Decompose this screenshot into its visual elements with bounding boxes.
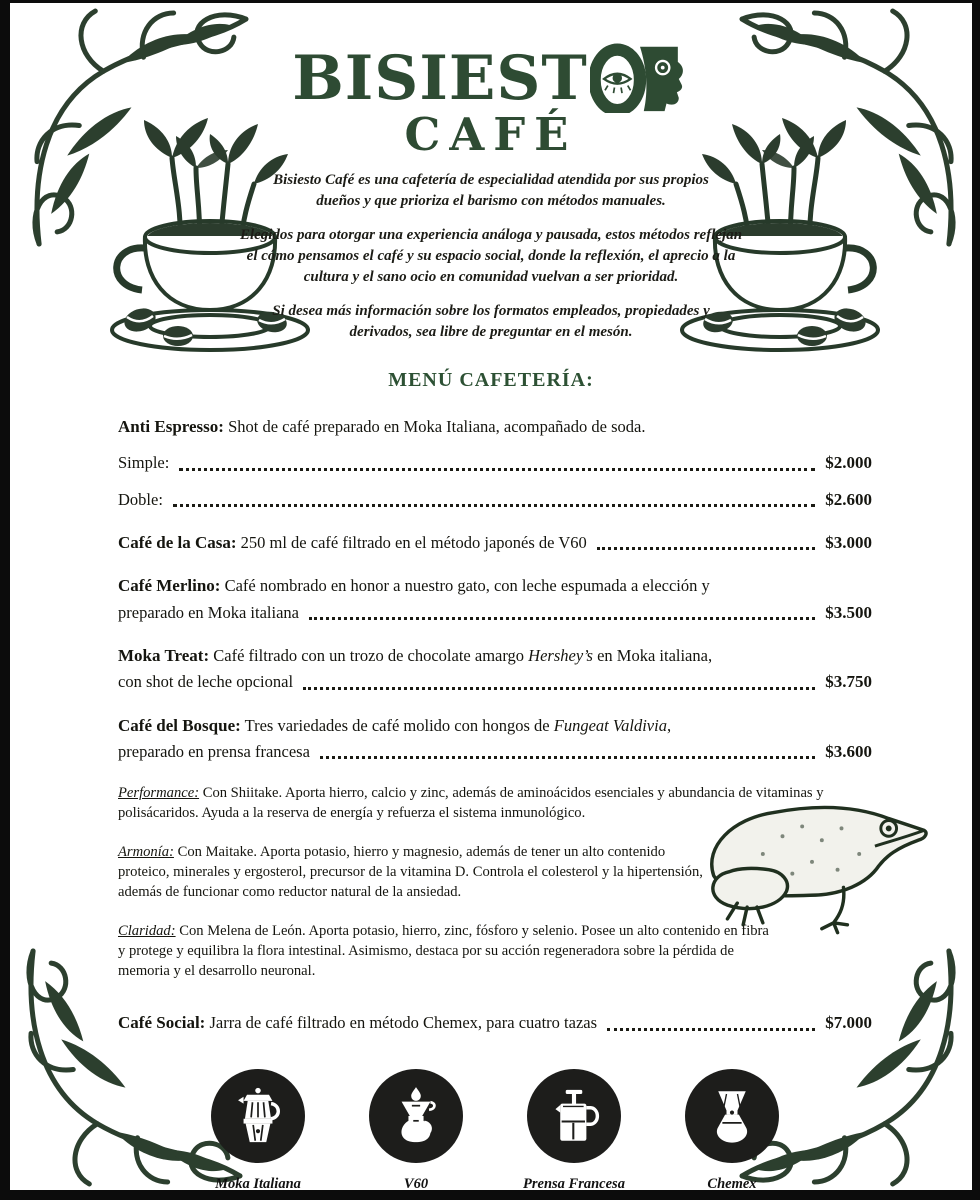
dotted-leader bbox=[309, 617, 815, 620]
item-description-italic: Hershey’s bbox=[528, 646, 593, 666]
method-badge bbox=[369, 1069, 463, 1163]
item-text bbox=[118, 530, 587, 556]
item-description: en Moka italiana, bbox=[592, 646, 713, 666]
moka-pot-icon bbox=[225, 1083, 291, 1149]
item-line-1 bbox=[118, 713, 872, 739]
item-line-2 bbox=[118, 669, 872, 695]
item-text bbox=[118, 1010, 597, 1036]
menu-list bbox=[118, 414, 872, 1190]
item-price: $3.500 bbox=[825, 602, 872, 622]
item-line bbox=[118, 1010, 872, 1036]
mushroom-note-armonia bbox=[118, 843, 718, 903]
item-description: preparado en prensa francesa bbox=[118, 742, 310, 762]
menu-heading: MENÚ CAFETERÍA: bbox=[388, 369, 594, 391]
note-text: Con Maitake. Aporta potasio, hierro y magnesio, además de tener un alto contenido proteico, minerales y ergosterol, precursor de la vitamina D. Controla el colesterol y la hipertensión, además de funcionar como reductor natural de la ansiedad. bbox=[118, 844, 703, 901]
dotted-leader bbox=[179, 468, 815, 471]
item-description-italic: Fungeat Valdivia bbox=[553, 715, 667, 735]
note-text: Con Melena de León. Aporta potasio, hierro, zinc, fósforo y selenio. Posee un alto contenido en fibra y protege y equilibra la flora intestinal. Asimismo, destaca por su acción regeneradora sobre la pérdida de memoria y el desarrollo neuronal. bbox=[118, 923, 769, 980]
intro-paragraph-2: Elegidos para otorgar una experiencia análoga y pausada, estos métodos reflejan el cómo pensamos el café y su espacio social, donde la reflexión, el aprecio a la cultura y el sano ocio en comunidad vuelvan a ser prioridad. bbox=[239, 227, 743, 285]
dotted-leader bbox=[173, 504, 815, 507]
brew-methods-row bbox=[118, 1069, 872, 1190]
item-description: , bbox=[666, 715, 672, 735]
item-line-2 bbox=[118, 600, 872, 626]
intro-paragraph-1: Bisiesto Café es una cafetería de especialidad atendida por sus propios dueños y que prioriza el barismo con métodos manuales. bbox=[273, 172, 709, 209]
method-v60 bbox=[357, 1069, 475, 1190]
menu-item-cafe-de-la-casa bbox=[118, 530, 872, 556]
item-description: Shot de café preparado en Moka Italiana, acompañado de soda. bbox=[223, 417, 646, 436]
item-line bbox=[118, 530, 872, 556]
variant-label: Doble: bbox=[118, 489, 163, 509]
chemex-icon bbox=[699, 1083, 765, 1149]
method-label: V60 bbox=[403, 1175, 429, 1190]
item-price: $2.600 bbox=[825, 489, 872, 509]
method-prensa-francesa bbox=[515, 1069, 633, 1190]
item-name: Moka Treat: bbox=[118, 646, 210, 666]
item-variant-doble bbox=[118, 487, 872, 513]
item-description: Tres variedades de café molido con hongos de bbox=[240, 715, 554, 735]
method-label: Chemex bbox=[707, 1175, 757, 1190]
brand-title-text: BISIEST bbox=[292, 43, 588, 114]
item-line-1 bbox=[118, 643, 872, 669]
item-description: con shot de leche opcional bbox=[118, 672, 294, 692]
item-description: Café nombrado en honor a nuestro gato, con leche espumada a elección y bbox=[220, 576, 710, 596]
note-lead: Performance: bbox=[118, 785, 200, 802]
menu-item-cafe-merlino bbox=[118, 573, 872, 626]
french-press-icon bbox=[541, 1083, 607, 1149]
item-name: Café Social: bbox=[118, 1013, 206, 1033]
dotted-leader bbox=[320, 756, 815, 759]
item-header bbox=[118, 414, 872, 440]
method-chemex bbox=[673, 1069, 791, 1190]
item-price: $3.000 bbox=[825, 533, 872, 553]
item-price: $3.750 bbox=[825, 672, 872, 692]
logo-eye-face-icon bbox=[590, 43, 690, 113]
item-description: 250 ml de café filtrado en el método japonés de V60 bbox=[236, 533, 587, 553]
method-badge bbox=[527, 1069, 621, 1163]
item-description: Café filtrado con un trozo de chocolate amargo bbox=[209, 646, 529, 666]
item-name: Café de la Casa: bbox=[118, 533, 237, 553]
item-line-2 bbox=[118, 739, 872, 765]
intro-paragraph-3: Si desea más información sobre los formatos empleados, propiedades y derivados, sea libre de preguntar en el mesón. bbox=[272, 303, 710, 340]
dotted-leader bbox=[303, 687, 815, 690]
item-name: Anti Espresso: bbox=[118, 417, 224, 436]
method-badge bbox=[685, 1069, 779, 1163]
menu-item-cafe-social bbox=[118, 1010, 872, 1036]
item-variant-simple bbox=[118, 450, 872, 476]
item-name: Café Merlino: bbox=[118, 576, 221, 596]
method-label: Moka Italiana bbox=[215, 1175, 301, 1190]
menu-item-anti-espresso bbox=[118, 414, 872, 513]
item-description: Jarra de café filtrado en método Chemex, para cuatro tazas bbox=[205, 1013, 598, 1033]
menu-page bbox=[10, 3, 972, 1190]
v60-dripper-icon bbox=[383, 1083, 449, 1149]
note-lead: Armonía: bbox=[118, 844, 174, 861]
variant-label: Simple: bbox=[118, 453, 170, 473]
item-price: $7.000 bbox=[825, 1013, 872, 1033]
item-description: preparado en Moka italiana bbox=[118, 602, 299, 622]
brand-logo bbox=[10, 43, 972, 161]
menu-item-cafe-del-bosque bbox=[118, 713, 872, 766]
brand-subtitle: CAFÉ bbox=[404, 108, 578, 161]
menu-item-moka-treat bbox=[118, 643, 872, 696]
method-badge bbox=[211, 1069, 305, 1163]
item-line-1 bbox=[118, 573, 872, 599]
item-price: $3.600 bbox=[825, 742, 872, 762]
item-price: $2.000 bbox=[825, 453, 872, 473]
method-moka-italiana bbox=[199, 1069, 317, 1190]
intro-section bbox=[10, 170, 972, 343]
note-lead: Claridad: bbox=[118, 923, 176, 940]
mushroom-note-performance bbox=[118, 784, 872, 824]
mushroom-note-claridad bbox=[118, 922, 778, 982]
item-name: Café del Bosque: bbox=[118, 715, 241, 735]
dotted-leader bbox=[597, 547, 816, 550]
method-label: Prensa Francesa bbox=[523, 1175, 625, 1190]
dotted-leader bbox=[607, 1028, 815, 1031]
note-text: Con Shiitake. Aporta hierro, calcio y zinc, además de aminoácidos esenciales y abundancia de vitaminas y polisácaridos. Ayuda a la reserva de energía y refuerza el sistema inmunológico. bbox=[118, 785, 824, 822]
